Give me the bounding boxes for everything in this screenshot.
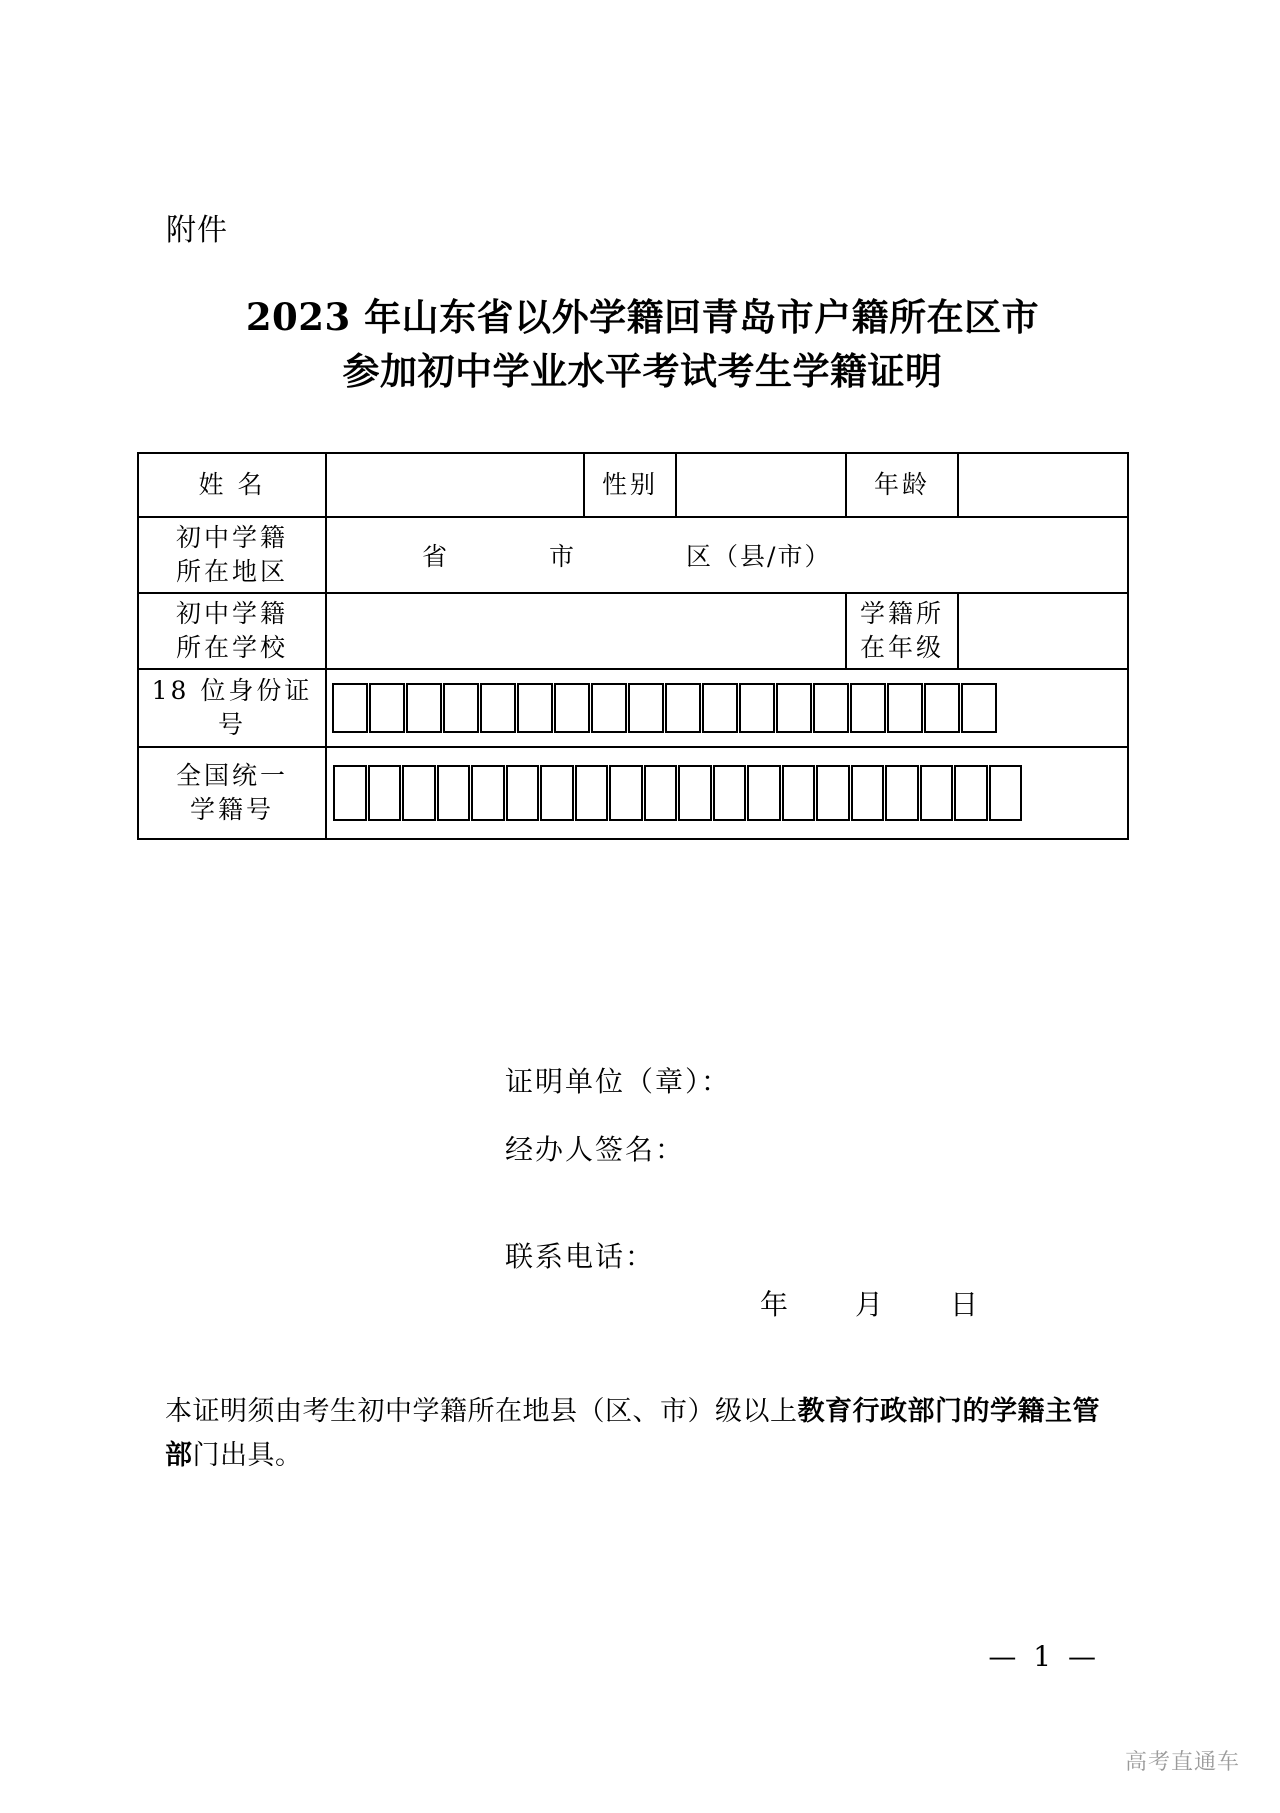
student-number-boxes-cell[interactable] xyxy=(326,747,1128,839)
region-label-line-1: 初中学籍 xyxy=(175,523,288,552)
id-char-box-15[interactable] xyxy=(850,683,886,733)
id-char-box-6[interactable] xyxy=(517,683,553,733)
school-label-line-1: 初中学籍 xyxy=(175,599,288,628)
student-char-box-19[interactable] xyxy=(954,765,988,821)
id-char-box-3[interactable] xyxy=(406,683,442,733)
id-char-box-2[interactable] xyxy=(369,683,405,733)
school-value[interactable] xyxy=(326,593,846,669)
school-label xyxy=(138,593,326,669)
region-value-cell[interactable] xyxy=(326,517,1128,593)
age-label: 年龄 xyxy=(846,453,958,517)
id-char-box-9[interactable] xyxy=(628,683,664,733)
student-char-box-6[interactable] xyxy=(506,765,540,821)
id-char-box-12[interactable] xyxy=(739,683,775,733)
student-registration-table xyxy=(137,452,1129,840)
id-char-box-10[interactable] xyxy=(665,683,701,733)
certifying-unit-label: 证明单位（章）： xyxy=(505,1065,732,1098)
title-line-1: 2023 年山东省以外学籍回青岛市户籍所在区市 xyxy=(245,295,1040,339)
id-char-box-14[interactable] xyxy=(813,683,849,733)
id-char-box-17[interactable] xyxy=(924,683,960,733)
id-number-boxes-cell[interactable] xyxy=(326,669,1128,747)
page-title xyxy=(155,290,1130,398)
title-line-2: 参加初中学业水平考试考生学籍证明 xyxy=(342,349,943,393)
age-value[interactable] xyxy=(958,453,1128,517)
footnote-part-1: 本证明须由考生初中学籍所在地县（区、市）级以上 xyxy=(165,1396,798,1427)
student-char-box-14[interactable] xyxy=(782,765,816,821)
student-number-boxes xyxy=(327,757,1127,829)
table-row xyxy=(138,517,1128,593)
id-char-box-4[interactable] xyxy=(443,683,479,733)
date-year-label: 年 xyxy=(760,1288,789,1321)
footnote-part-2-bold: 教育行政部门的学籍主管部 xyxy=(165,1396,1100,1471)
student-char-box-9[interactable] xyxy=(609,765,643,821)
student-char-box-13[interactable] xyxy=(747,765,781,821)
school-label-line-2: 所在学校 xyxy=(175,633,288,662)
student-number-label xyxy=(138,747,326,839)
contact-phone-label: 联系电话： xyxy=(505,1240,656,1273)
page-number: — 1 — xyxy=(988,1640,1100,1673)
table-row xyxy=(138,453,1128,517)
region-label xyxy=(138,517,326,593)
student-char-box-4[interactable] xyxy=(437,765,471,821)
grade-label xyxy=(846,593,958,669)
student-char-box-8[interactable] xyxy=(575,765,609,821)
student-char-box-15[interactable] xyxy=(816,765,850,821)
student-char-box-16[interactable] xyxy=(851,765,885,821)
name-value[interactable] xyxy=(326,453,584,517)
grade-value[interactable] xyxy=(958,593,1128,669)
student-char-box-3[interactable] xyxy=(402,765,436,821)
footnote xyxy=(165,1390,1105,1478)
date-day-label: 日 xyxy=(950,1288,979,1321)
id-char-box-13[interactable] xyxy=(776,683,812,733)
student-char-box-17[interactable] xyxy=(885,765,919,821)
region-label-line-2: 所在地区 xyxy=(175,557,288,586)
student-char-box-2[interactable] xyxy=(368,765,402,821)
grade-label-line-2: 在年级 xyxy=(859,633,944,662)
student-number-label-line-1: 全国统一 xyxy=(175,761,288,790)
id-char-box-1[interactable] xyxy=(332,683,368,733)
id-number-label: 18 位身份证号 xyxy=(138,669,326,747)
student-char-box-7[interactable] xyxy=(540,765,574,821)
date-line xyxy=(760,1283,978,1323)
table-row xyxy=(138,747,1128,839)
region-district-label: 区（县/市） xyxy=(686,542,832,571)
handler-signature-label: 经办人签名： xyxy=(505,1133,686,1166)
region-province-label: 省 xyxy=(422,542,450,571)
student-char-box-20[interactable] xyxy=(989,765,1023,821)
student-char-box-1[interactable] xyxy=(333,765,367,821)
id-char-box-5[interactable] xyxy=(480,683,516,733)
student-char-box-18[interactable] xyxy=(920,765,954,821)
student-char-box-10[interactable] xyxy=(644,765,678,821)
id-number-boxes xyxy=(327,675,1127,741)
id-char-box-18[interactable] xyxy=(961,683,997,733)
student-char-box-5[interactable] xyxy=(471,765,505,821)
grade-label-line-1: 学籍所 xyxy=(859,599,944,628)
id-char-box-11[interactable] xyxy=(702,683,738,733)
date-month-label: 月 xyxy=(855,1288,884,1321)
student-char-box-11[interactable] xyxy=(678,765,712,821)
footnote-part-3: 门出具。 xyxy=(192,1440,303,1471)
table-row xyxy=(138,593,1128,669)
region-city-label: 市 xyxy=(549,542,577,571)
watermark: 高考直通车 xyxy=(1124,1750,1240,1775)
student-char-box-12[interactable] xyxy=(713,765,747,821)
id-char-box-8[interactable] xyxy=(591,683,627,733)
name-label: 姓 名 xyxy=(138,453,326,517)
attachment-label: 附件 xyxy=(166,213,228,248)
region-fields xyxy=(327,537,1127,573)
gender-value[interactable] xyxy=(676,453,846,517)
student-number-label-line-2: 学籍号 xyxy=(189,795,274,824)
table-row xyxy=(138,669,1128,747)
id-char-box-7[interactable] xyxy=(554,683,590,733)
gender-label: 性别 xyxy=(584,453,676,517)
id-char-box-16[interactable] xyxy=(887,683,923,733)
